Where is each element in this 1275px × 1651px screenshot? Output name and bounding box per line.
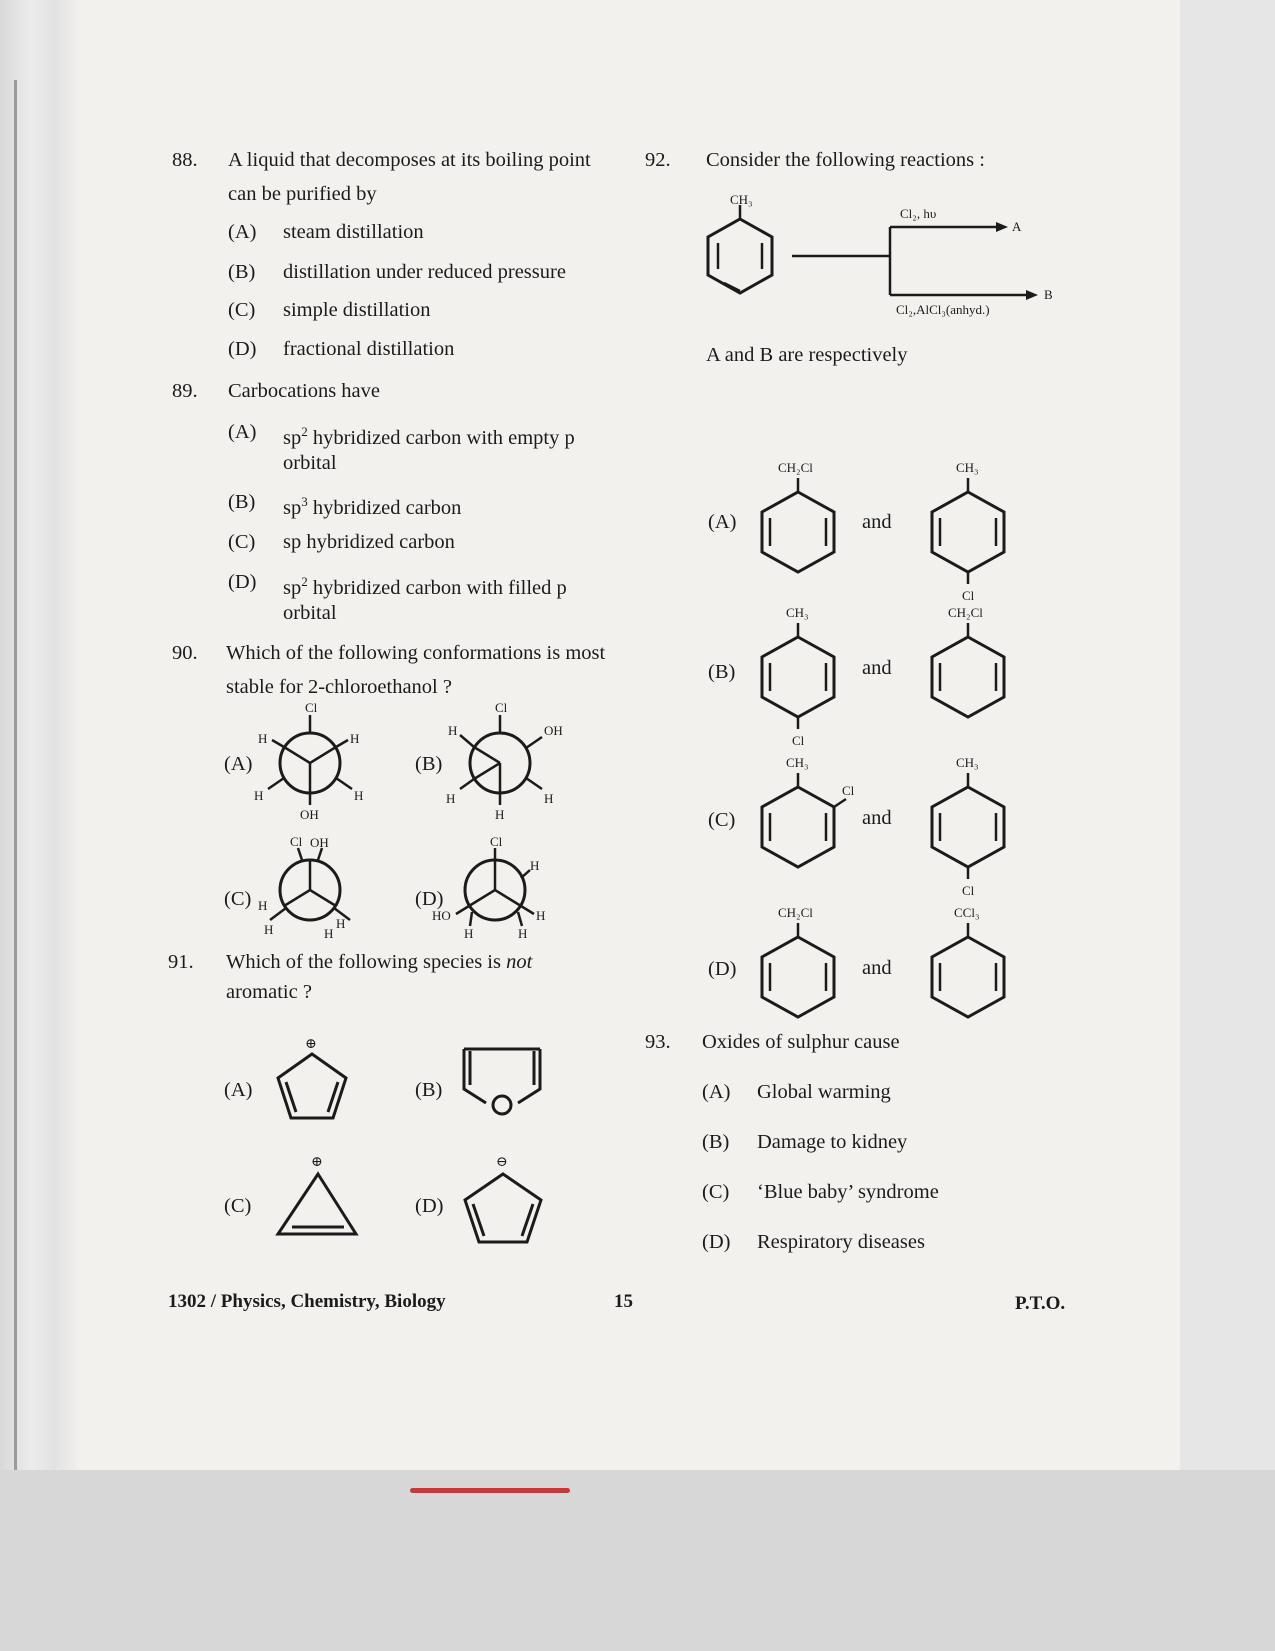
option-label: (A)	[702, 1081, 731, 1103]
substituent-label: CH₂Cl	[948, 605, 983, 620]
question-number: 88.	[172, 149, 198, 171]
newman-projection-c	[250, 834, 380, 953]
atom-label: Cl	[305, 700, 318, 715]
option-label: (A)	[228, 221, 257, 243]
option-label: (D)	[415, 1195, 444, 1217]
question-text: can be purified by	[228, 183, 377, 205]
atom-label: H	[448, 723, 458, 738]
atom-label: H	[336, 916, 346, 931]
question-text: Which of the following conformations is most	[226, 642, 606, 664]
adjacent-page-edge	[1180, 0, 1275, 1470]
option-text: $sp^2$ hybridized carbon with filled p	[283, 574, 567, 599]
red-smudge	[410, 1488, 570, 1493]
p-chlorotoluene-structure	[920, 460, 1020, 605]
option-text: orbital	[283, 452, 337, 474]
substituent-label: CCl₃	[954, 905, 980, 920]
option-text: Respiratory diseases	[757, 1231, 925, 1253]
atom-label: H	[258, 731, 268, 746]
substituent-label: Cl	[842, 783, 855, 798]
option-label: (D)	[228, 338, 257, 360]
substituent-label: CH₃	[956, 755, 979, 770]
option-label: (C)	[224, 888, 252, 910]
benzyl-chloride-structure	[920, 605, 1020, 720]
option-label: (C)	[224, 1195, 252, 1217]
substituent-label: CH₃	[786, 605, 809, 620]
paper-code: 1302 / Physics, Chemistry, Biology	[168, 1291, 446, 1312]
substituent-label: Cl	[962, 883, 975, 898]
benzotrichloride-structure	[920, 905, 1020, 1020]
atom-label: H	[354, 788, 364, 803]
atom-label: H	[258, 898, 268, 913]
atom-label: H	[518, 926, 528, 941]
benzyl-chloride-structure	[750, 460, 850, 575]
p-chlorotoluene-structure	[920, 755, 1020, 900]
question-number: 93.	[645, 1031, 671, 1053]
plus-charge-icon: ⊕	[311, 1155, 323, 1170]
option-label: (A)	[224, 1079, 253, 1101]
question-text: A liquid that decomposes at its boiling point	[228, 149, 591, 171]
atom-label: OH	[310, 835, 329, 850]
atom-label: H	[350, 731, 360, 746]
and-word: and	[862, 807, 892, 829]
question-text: Oxides of sulphur cause	[702, 1031, 900, 1053]
o-chlorotoluene-structure	[750, 755, 860, 870]
atom-label: H	[536, 908, 546, 923]
page-binding	[0, 0, 78, 1500]
question-text: Consider the following reactions :	[706, 149, 985, 171]
atom-label: H	[264, 922, 274, 937]
option-label: (A)	[708, 511, 737, 533]
question-text: Which of the following species is not	[226, 951, 533, 973]
substituent-label: CH₂Cl	[778, 905, 813, 920]
substituent-label: CH₃	[730, 192, 753, 207]
atom-label: OH	[544, 723, 563, 738]
product-label: A	[1012, 219, 1022, 234]
substituent-label: CH₃	[956, 460, 979, 475]
option-text: sp hybridized carbon	[283, 531, 455, 553]
atom-label: OH	[300, 807, 319, 822]
option-label: (C)	[708, 809, 736, 831]
option-label: (B)	[702, 1131, 730, 1153]
atom-label: H	[324, 926, 334, 941]
reaction-scheme	[700, 192, 1060, 325]
option-label: (C)	[228, 531, 256, 553]
and-word: and	[862, 957, 892, 979]
option-label: (B)	[708, 661, 736, 683]
question-text: aromatic ?	[226, 981, 312, 1003]
benzyl-chloride-structure	[750, 905, 850, 1020]
option-text: $sp^2$ hybridized carbon with empty p	[283, 424, 575, 449]
option-label: (B)	[228, 491, 256, 513]
cyclopropenyl-cation	[268, 1152, 368, 1242]
cyclopentadienyl-cation	[272, 1037, 362, 1130]
option-text: Global warming	[757, 1081, 891, 1103]
question-text: A and B are respectively	[706, 344, 908, 366]
option-text: simple distillation	[283, 299, 431, 321]
and-word: and	[862, 657, 892, 679]
substituent-label: CH₃	[786, 755, 809, 770]
option-label: (B)	[228, 261, 256, 283]
atom-label: H	[446, 791, 456, 806]
option-text: steam distillation	[283, 221, 424, 243]
atom-label: Cl	[490, 834, 503, 849]
substituent-label: Cl	[962, 588, 975, 603]
option-label: (A)	[228, 421, 257, 443]
pto-label: P.T.O.	[1015, 1293, 1066, 1314]
atom-label: Cl	[495, 700, 508, 715]
option-label: (B)	[415, 1079, 443, 1101]
binding-crease	[14, 80, 17, 1480]
option-label: (D)	[415, 888, 444, 910]
newman-projection-d	[430, 834, 570, 953]
plus-charge-icon: ⊕	[305, 1037, 317, 1052]
atom-label: H	[464, 926, 474, 941]
atom-label: H	[495, 807, 505, 822]
option-label: (A)	[224, 753, 253, 775]
atom-label: H	[254, 788, 264, 803]
scanner-background	[0, 1470, 1275, 1651]
option-text: $sp^3$ hybridized carbon	[283, 494, 462, 519]
option-label: (D)	[228, 571, 257, 593]
minus-charge-icon: ⊖	[496, 1155, 508, 1170]
option-label: (C)	[702, 1181, 730, 1203]
option-text: distillation under reduced pressure	[283, 261, 566, 283]
option-text: fractional distillation	[283, 338, 455, 360]
p-chlorotoluene-structure	[750, 605, 850, 750]
atom-label: H	[530, 858, 540, 873]
reagent-label: Cl₂, hυ	[900, 206, 937, 221]
cyclopentadienyl-anion	[455, 1152, 555, 1247]
question-number: 92.	[645, 149, 671, 171]
question-text: stable for 2-chloroethanol ?	[226, 676, 452, 698]
substituent-label: CH₂Cl	[778, 460, 813, 475]
question-text: Carbocations have	[228, 380, 380, 402]
newman-projection-a	[250, 700, 380, 830]
product-label: B	[1044, 287, 1053, 302]
option-label: (D)	[708, 958, 737, 980]
option-b-structure	[460, 1045, 550, 1120]
option-text: Damage to kidney	[757, 1131, 908, 1153]
page-number: 15	[614, 1291, 633, 1312]
reagent-label: Cl₂,AlCl₃(anhyd.)	[896, 302, 990, 317]
option-text: orbital	[283, 602, 337, 624]
option-label: (D)	[702, 1231, 731, 1253]
option-label: (B)	[415, 753, 443, 775]
and-word: and	[862, 511, 892, 533]
question-number: 91.	[168, 951, 194, 973]
newman-projection-b	[430, 700, 570, 830]
atom-label: Cl	[290, 834, 303, 849]
atom-label: HO	[432, 908, 451, 923]
atom-label: H	[544, 791, 554, 806]
option-text: ‘Blue baby’ syndrome	[757, 1181, 939, 1203]
substituent-label: Cl	[792, 733, 805, 748]
question-number: 90.	[172, 642, 198, 664]
option-label: (C)	[228, 299, 256, 321]
question-number: 89.	[172, 380, 198, 402]
